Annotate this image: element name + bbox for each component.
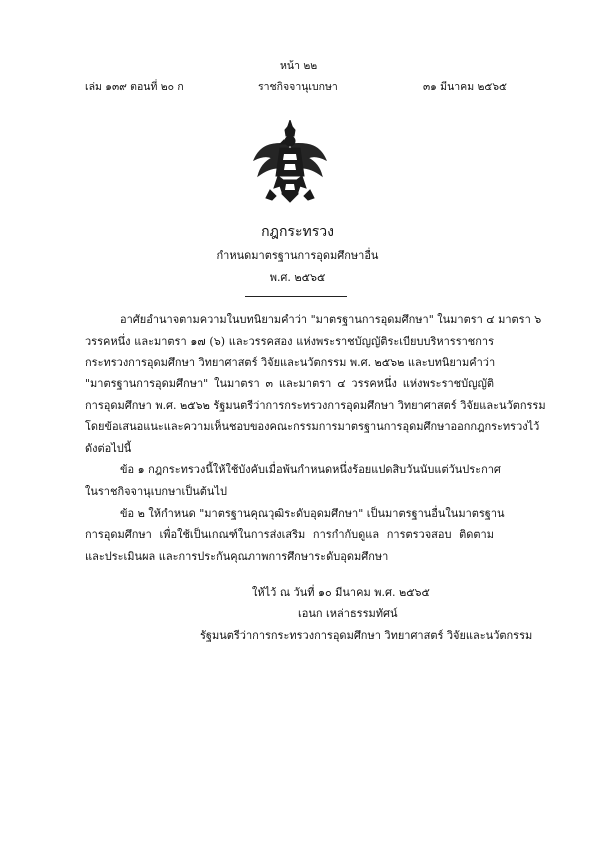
- given-date: ให้ไว้ ณ วันที่ ๑๐ มีนาคม พ.ศ. ๒๕๖๕: [252, 586, 430, 599]
- title-divider: [245, 296, 347, 297]
- gazette-name: ราชกิจจานุเบกษา: [258, 81, 338, 93]
- preamble-line: ดังต่อไปนี้: [85, 442, 132, 455]
- clause-1-line: ในราชกิจจานุเบกษาเป็นต้นไป: [85, 485, 227, 498]
- document-year: พ.ศ. ๒๕๖๕: [269, 271, 326, 284]
- clause-1-line: ข้อ ๑ กฎกระทรวงนี้ให้ใช้บังคับเมื่อพ้นกำหนดหนึ่งร้อยแปดสิบวันนับแต่วันประกาศ: [120, 463, 501, 476]
- signatory-name: เอนก เหล่าธรรมทัศน์: [298, 607, 398, 620]
- page-number: หน้า ๒๒: [280, 60, 318, 72]
- document-subtitle: กำหนดมาตรฐานการอุดมศึกษาอื่น: [216, 249, 379, 262]
- preamble-line: กระทรวงการอุดมศึกษา วิทยาศาสตร์ วิจัยและนวัตกรรม พ.ศ. ๒๕๖๒ และบทนิยามคำว่า: [85, 356, 496, 369]
- clause-2-line: ข้อ ๒ ให้กำหนด "มาตรฐานคุณวุฒิระดับอุดมศึกษา" เป็นมาตรฐานอื่นในมาตรฐาน: [120, 507, 505, 520]
- preamble-line: การอุดมศึกษา พ.ศ. ๒๕๖๒ รัฐมนตรีว่าการกระทรวงการอุดมศึกษา วิทยาศาสตร์ วิจัยและนวัตกรรม: [85, 399, 546, 412]
- document-title: กฎกระทรวง: [261, 224, 334, 240]
- volume-issue: เล่ม ๑๓๙ ตอนที่ ๒๐ ก: [85, 81, 184, 93]
- preamble-line: "มาตรฐานการอุดมศึกษา" ในมาตรา ๓ และมาตรา ๔ วรรคหนึ่ง แห่งพระราชบัญญัติ: [85, 377, 494, 390]
- preamble-line: อาศัยอำนาจตามความในบทนิยามคำว่า "มาตรฐานการอุดมศึกษา" ในมาตรา ๔ มาตรา ๖: [120, 313, 542, 326]
- clause-2-line: และประเมินผล และการประกันคุณภาพการศึกษาระดับอุดมศึกษา: [85, 550, 389, 563]
- preamble-line: วรรคหนึ่ง และมาตรา ๑๗ (๖) และวรรคสอง แห่งพระราชบัญญัติระเบียบบริหารราชการ: [85, 335, 494, 348]
- clause-2-line: การอุดมศึกษา เพื่อใช้เป็นเกณฑ์ในการส่งเสริม การกำกับดูแล การตรวจสอบ ติดตาม: [85, 528, 494, 541]
- signatory-position: รัฐมนตรีว่าการกระทรวงการอุดมศึกษา วิทยาศาสตร์ วิจัยและนวัตกรรม: [200, 629, 533, 642]
- preamble-line: โดยข้อเสนอแนะและความเห็นชอบของคณะกรรมการมาตรฐานการอุดมศึกษาออกกฎกระทรวงไว้: [85, 420, 540, 433]
- publication-date: ๓๑ มีนาคม ๒๕๖๕: [423, 81, 507, 93]
- garuda-emblem-icon: [250, 120, 330, 206]
